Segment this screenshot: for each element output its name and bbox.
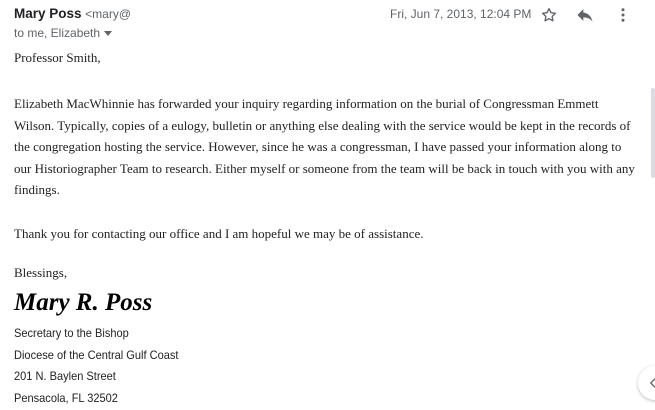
signature-block: [14, 323, 178, 410]
salutation: Professor Smith,: [14, 50, 101, 65]
sender-line: [14, 6, 131, 21]
signature-street: 201 N. Baylen Street: [14, 369, 116, 384]
recipients-text: to me, Elizabeth: [14, 26, 101, 40]
side-panel-toggle[interactable]: [638, 366, 655, 400]
signature-name: Mary R. Poss: [14, 289, 153, 316]
closing: Blessings,: [14, 265, 68, 280]
star-icon[interactable]: [538, 4, 560, 26]
signature-city: Pensacola, FL 32502: [14, 391, 118, 406]
scrollbar[interactable]: [651, 88, 655, 178]
chevron-left-icon: [647, 377, 655, 389]
signature-organization: Diocese of the Central Gulf Coast: [14, 347, 179, 362]
email-date: Fri, Jun 7, 2013, 12:04 PM: [390, 7, 532, 21]
more-vert-icon[interactable]: [612, 4, 634, 26]
sender-name[interactable]: Mary Poss: [14, 6, 82, 21]
body-paragraph-1: Elizabeth MacWhinnie has forwarded your inquiry regarding information on the burial of Congressman Emmett Wilson. Typically, copies of a eulogy, bulletin or anything else dealing with the service would be kept in the records of the congregation hosting the service. However, since he was a congressman, I have passed your information along to our Historiographer Team to research. Either myself or someone from the team will be back in touch with you with any findings.: [14, 96, 635, 198]
chevron-down-icon[interactable]: [104, 31, 112, 36]
email-header: [14, 6, 655, 40]
signature-title: Secretary to the Bishop: [14, 326, 129, 340]
body-paragraph-2: Thank you for contacting our office and I am hopeful we may be of assistance.: [14, 226, 424, 241]
recipients-toggle[interactable]: [14, 26, 112, 40]
reply-icon[interactable]: [574, 4, 596, 26]
sender-email: <mary@: [85, 7, 132, 21]
